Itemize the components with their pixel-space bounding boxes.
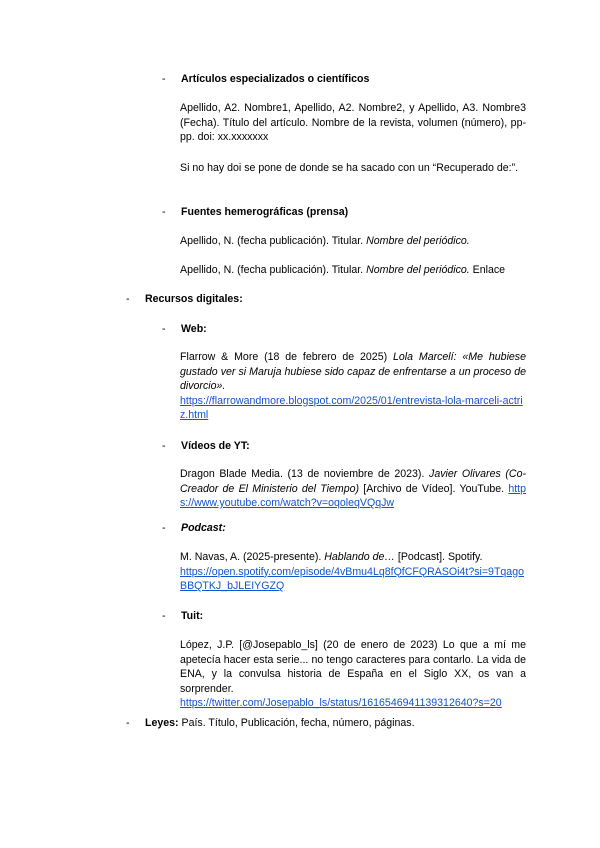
bullet-dash: -	[162, 610, 166, 622]
bullet-dash: -	[126, 293, 130, 305]
heading-web: Web:	[181, 323, 207, 335]
hemerograficas-example-1: Apellido, N. (fecha publicación). Titular. Nombre del periódico.	[180, 235, 470, 247]
articulos-format: Apellido, A2. Nombre1, Apellido, A2. Nombre2, y Apellido, A3. Nombre3 (Fecha). Título del artículo. Nombre de la revista, volumen (número), pp-pp. doi: xx.xxxxxxx	[180, 102, 526, 143]
heading-recursos-digitales: Recursos digitales:	[145, 293, 243, 305]
heading-videos-yt: Vídeos de YT:	[181, 440, 250, 452]
web-citation: Flarrow & More (18 de febrero de 2025) Lola Marcelí: «Me hubiese gustado ver si Maruja hubiese sido capaz de enfrentarse a un proceso de divorcio». https://flarrowandmore.blogspot.com/2025/01/entrevista-lola-marceli-actriz.html	[180, 351, 526, 421]
web-link[interactable]: https://flarrowandmore.blogspot.com/2025/01/entrevista-lola-marceli-actriz.html	[180, 394, 523, 421]
tuit-citation: López, J.P. [@Josepablo_ls] (20 de enero de 2023) Lo que a mí me apetecía hacer esta serie... no tengo caracteres para contarlo. La vida de ENA, y la convulsa historia de España en el Siglo XX, os van a sorprender. https://twitter.com/Josepablo_ls/status/1616546941139312640?s=20	[180, 639, 526, 709]
leyes-text: País. Título, Publicación, fecha, número, páginas.	[178, 717, 415, 729]
tuit-link[interactable]: https://twitter.com/Josepablo_ls/status/1616546941139312640?s=20	[180, 697, 502, 709]
heading-podcast: Podcast:	[181, 522, 226, 534]
podcast-link[interactable]: https://open.spotify.com/episode/4vBmu4Lq8fQfCFQRASOi4t?si=9TqagoBBQTKJ_bJLEIYGZQ	[180, 565, 524, 592]
bullet-dash: -	[162, 323, 166, 335]
hemerograficas-example-2: Apellido, N. (fecha publicación). Titular. Nombre del periódico. Enlace	[180, 264, 506, 276]
yt-link[interactable]: https://www.youtube.com/watch?v=oqoleqVQqJw	[180, 482, 526, 509]
bullet-dash: -	[162, 73, 166, 85]
bullet-dash: -	[162, 440, 166, 452]
leyes-label: Leyes:	[145, 717, 179, 729]
heading-hemerograficas: Fuentes hemerográficas (prensa)	[181, 206, 349, 218]
podcast-citation: M. Navas, A. (2025-presente). Hablando de… [Podcast]. Spotify. https://open.spotify.com/episode/4vBmu4Lq8fQfCFQRASOi4t?si=9TqagoBBQTKJ_bJLEIYGZQ	[180, 551, 524, 592]
heading-articulos: Artículos especializados o científicos	[181, 73, 370, 85]
leyes-entry	[145, 716, 415, 731]
articulos-doi-note: Si no hay doi se pone de donde se ha sacado con un “Recuperado de:”.	[180, 162, 519, 174]
bullet-dash: -	[162, 522, 166, 534]
yt-citation: Dragon Blade Media. (13 de noviembre de 2023). Javier Olivares (Co-Creador de El Ministerio del Tiempo) [Archivo de Vídeo]. YouTube. https://www.youtube.com/watch?v=oqoleqVQqJw	[180, 468, 526, 509]
bullet-dash: -	[162, 206, 166, 218]
bullet-dash: -	[126, 717, 130, 729]
heading-tuit: Tuit:	[181, 610, 204, 622]
